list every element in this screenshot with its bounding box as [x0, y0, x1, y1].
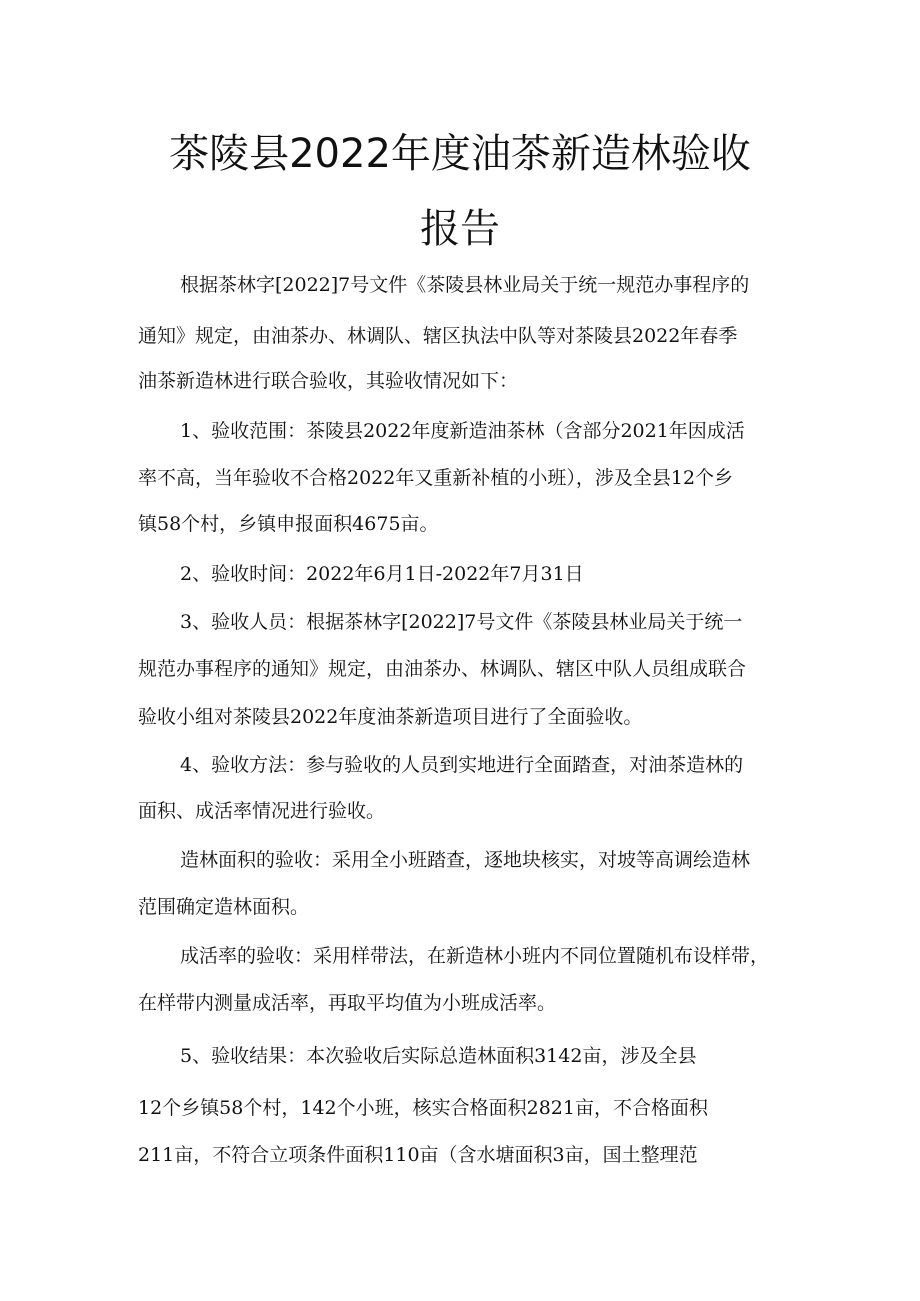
para-intro-line-2: 通知》规定，由油茶办、林调队、辖区执法中队等对茶陵县2022年春季 — [138, 325, 738, 347]
title-line-1: 茶陵县2022年度油茶新造林验收 — [169, 131, 751, 177]
para-area-line-2: 范围确定造林面积。 — [138, 896, 310, 918]
para-staff-line-3: 验收小组对茶陵县2022年度油茶新造项目进行了全面验收。 — [138, 706, 643, 728]
para-staff-line-2: 规范办事程序的通知》规定，由油茶办、林调队、辖区中队人员组成联合 — [138, 658, 747, 680]
para-scope-line-3: 镇58个村，乡镇申报面积4675亩。 — [138, 513, 439, 535]
para-area-line-1: 造林面积的验收：采用全小班踏查，逐地块核实，对坡等高调绘造林 — [180, 849, 751, 871]
para-staff-line-1: 3、验收人员：根据茶林字[2022]7号文件《茶陵县林业局关于统一 — [180, 611, 743, 633]
para-survival-line-2: 在样带内测量成活率，再取平均值为小班成活率。 — [138, 992, 557, 1014]
para-time-line-1: 2、验收时间：2022年6月1日-2022年7月31日 — [180, 563, 584, 585]
para-result-line-3: 211亩，不符合立项条件面积110亩（含水塘面积3亩，国土整理范 — [138, 1144, 698, 1166]
para-result-line-1: 5、验收结果：本次验收后实际总造林面积3142亩，涉及全县 — [180, 1045, 697, 1067]
para-scope-line-2: 率不高，当年验收不合格2022年又重新补植的小班），涉及全县12个乡 — [138, 467, 734, 489]
para-intro-line-3: 油茶新造林进行联合验收，其验收情况如下： — [138, 370, 519, 392]
para-scope-line-1: 1、验收范围：茶陵县2022年度新造油茶林（含部分2021年因成活 — [180, 420, 745, 442]
para-result-line-2: 12个乡镇58个村，142个小班，核实合格面积2821亩，不合格面积 — [138, 1097, 708, 1119]
title-line-2: 报告 — [420, 206, 500, 252]
para-method-line-2: 面积、成活率情况进行验收。 — [138, 800, 386, 822]
para-method-line-1: 4、验收方法：参与验收的人员到实地进行全面踏查，对油茶造林的 — [180, 754, 744, 776]
para-intro-line-1: 根据茶林字[2022]7号文件《茶陵县林业局关于统一规范办事程序的 — [180, 274, 750, 296]
para-survival-line-1: 成活率的验收：采用样带法，在新造林小班内不同位置随机布设样带， — [180, 945, 770, 967]
